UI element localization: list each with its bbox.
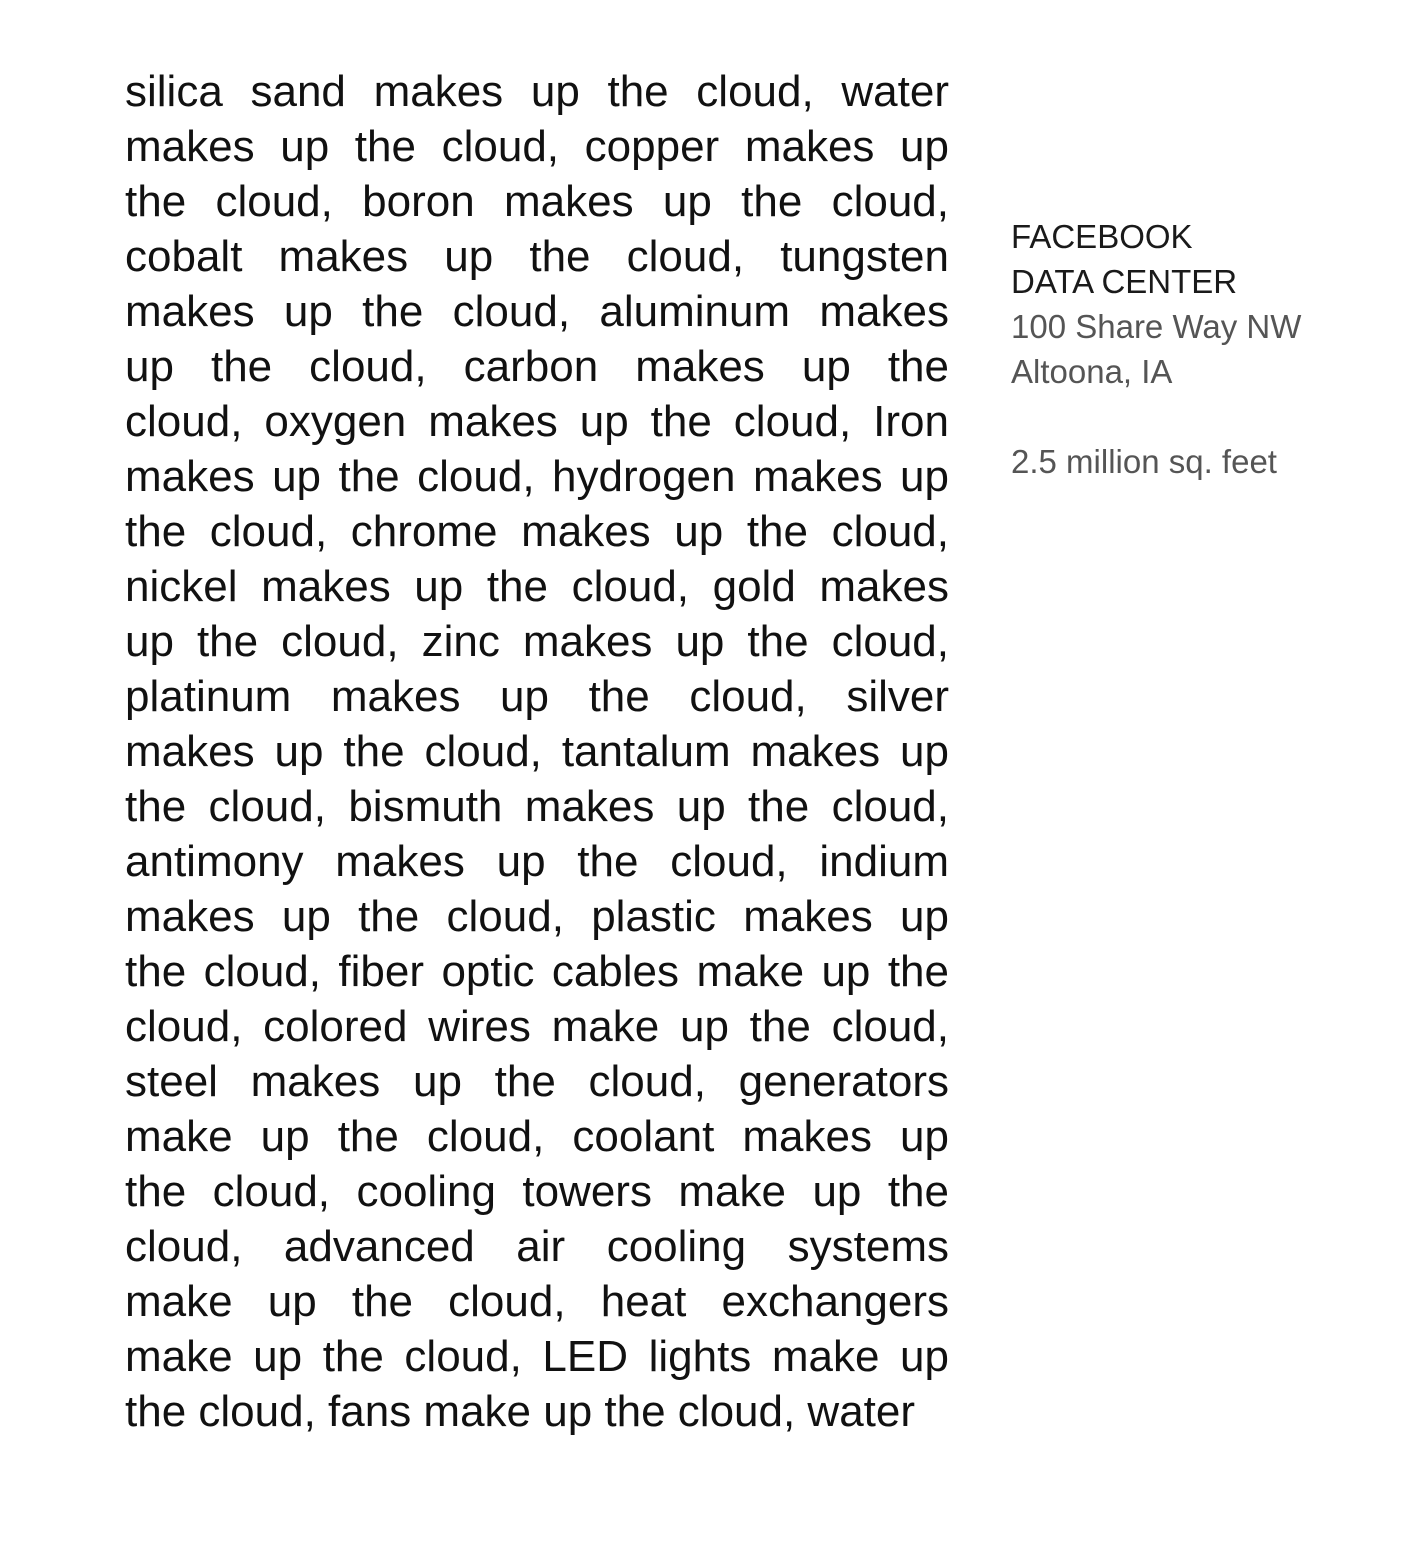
caption-heading-line2: DATA CENTER — [1011, 263, 1238, 300]
text-line: makes up the cloud, copper makes up — [125, 122, 949, 171]
text-line: the cloud, fans make up the cloud, water — [125, 1387, 916, 1436]
body-text — [125, 64, 949, 1439]
text-line: the cloud, cooling towers make up the — [125, 1167, 949, 1216]
text-line: make up the cloud, LED lights make up — [125, 1332, 949, 1381]
text-line: cloud, colored wires make up the cloud, — [125, 1002, 949, 1051]
text-line: makes up the cloud, aluminum makes — [125, 287, 949, 336]
text-line: antimony makes up the cloud, indium — [125, 837, 949, 886]
text-line: makes up the cloud, tantalum makes up — [125, 727, 949, 776]
text-line: the cloud, bismuth makes up the cloud, — [125, 782, 949, 831]
text-line: nickel makes up the cloud, gold makes — [125, 562, 949, 611]
text-line: platinum makes up the cloud, silver — [125, 672, 949, 721]
caption-heading-line1: FACEBOOK — [1011, 218, 1193, 255]
text-line: cobalt makes up the cloud, tungsten — [125, 232, 949, 281]
text-line: the cloud, fiber optic cables make up the — [125, 947, 949, 996]
text-line: makes up the cloud, plastic makes up — [125, 892, 949, 941]
caption-size: 2.5 million sq. feet — [1011, 443, 1277, 480]
text-line: up the cloud, carbon makes up the — [125, 342, 949, 391]
text-line: silica sand makes up the cloud, water — [125, 67, 949, 116]
location-caption — [1011, 214, 1391, 484]
text-line: makes up the cloud, hydrogen makes up — [125, 452, 949, 501]
text-line: the cloud, boron makes up the cloud, — [125, 177, 949, 226]
text-line: the cloud, chrome makes up the cloud, — [125, 507, 949, 556]
text-line: up the cloud, zinc makes up the cloud, — [125, 617, 949, 666]
caption-address-line1: 100 Share Way NW — [1011, 308, 1302, 345]
text-line: cloud, oxygen makes up the cloud, Iron — [125, 397, 949, 446]
text-line: make up the cloud, heat exchangers — [125, 1277, 949, 1326]
text-line: steel makes up the cloud, generators — [125, 1057, 949, 1106]
text-line: cloud, advanced air cooling systems — [125, 1222, 949, 1271]
text-line: make up the cloud, coolant makes up — [125, 1112, 949, 1161]
caption-address-line2: Altoona, IA — [1011, 353, 1173, 390]
